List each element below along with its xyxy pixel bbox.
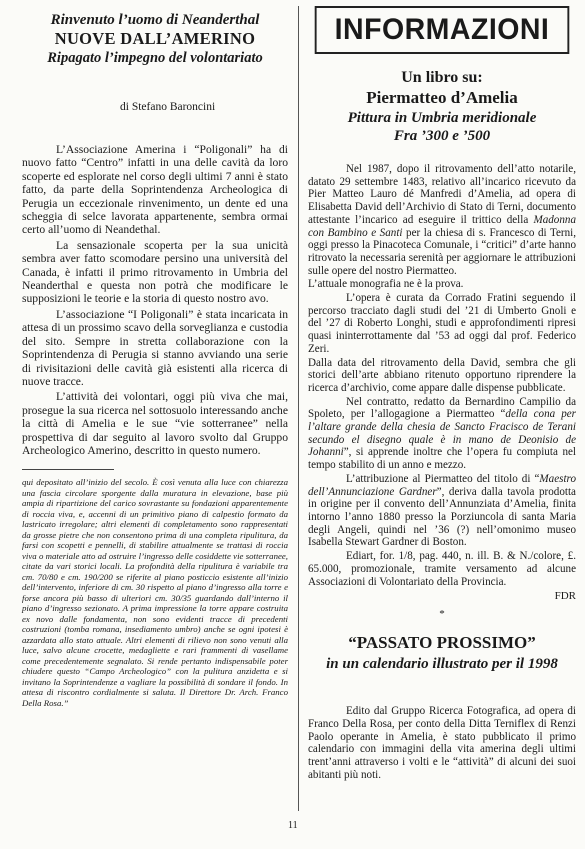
paragraph: La sensazionale scoperta per la sua unicità sembra aver fatto scomodare persino una università del Canada, è infatti il primo ritrovamento in Umbria del Neanderthal e questa non potrà che modificare le supposizioni le teorie e la storia di questo nostro avo. <box>22 238 288 306</box>
paragraph: L’attività dei volontari, oggi più viva che mai, prosegue la sua ricerca nel sottosuolo interessando anche la città di Amelia e le sue “vie sotterranee” nella prospettiva di dar seguito al lavoro svolto dal Gruppo Archeologico Amerino, descritto in questo numero. <box>22 390 288 457</box>
paragraph: L’attuale monografia ne è la prova. <box>308 278 464 291</box>
column-divider <box>298 6 299 811</box>
text-run: ”, deriva dalla tavola prodotta in origine per il convento dell’Annunziata d’Amelia, finita intorno l’anno 1880 presso la Porziuncola di santa Maria degli Angeli, quindi nel ’36 (?) nell’omonimo museo Isabella Stewart Gardner di Boston. <box>308 485 576 549</box>
paragraph: L’associazione “I Poligonali” è stata incaricata in attesa di un prossimo scavo della sorveglianza e custodia del sito. Sempre in stretta collaborazione con la Soprintendenza di Perugia si stanno avviando una serie di rivisitazioni delle cavità già esistenti alla ricerca di nuove tracce. <box>22 307 288 388</box>
book-kicker: Un libro su: <box>401 69 483 86</box>
book-subtitle: Pittura in Umbria meridionale <box>347 110 537 126</box>
right-column <box>308 6 576 781</box>
footnote-text: qui depositato all’inizio del secolo. È così venuta alla luce con chiarezza una fascia circolare sporgente dalla muratura in elevazione, base più ampia di ripartizione del carico sovrastante su fondazioni apparentemente di roccia viva, e, accenni di un primitivo piano di calpestio formato da lastricato irregolare; altri elementi di completamento sono rappresentati da grosse pietre che non consentono prima di una completa ripulitura, da farsi con scopetti e pennelli, di stabilire attualmente se trattasi di roccia viva o materiale atto ad ostruire l’ingresso delle cosiddette vie sotterranee, citate da vari storici locali. La profondità della ripulitura è variabile tra cm. 70/80 e cm. 190/200 se riferite al piano posticcio esistente all’inizio dell’intervento, inferiore di cm. 30 rispetto al piano d’ingresso alla torre e forse ancora più basso di ulteriori cm. 30/35 guardando dall’interno il piano d’ingresso sezionato. A prima impressione la torre appare costruita ex novo dalle fondamenta, non sono evidenti tracce di precedenti costruzioni (tomba romana, insediamento umbro) anche se ogni ipotesi è azzardata allo stato attuale. Altri elementi di rilievo non sono venuti alla luce, salvo alcune crocette, medagliette e rari frammenti di vasellame come precedentemente segnalato. Si rende pertanto indispensabile poter chiudere questo “Campo Archeologico” con la pulitura anzidetta e si invitano la Soprintendenze a vagliare la possibilità di sondare il fondo. In attesa di riscontro cordialmente si saluta. Il Direttore Dr. Arch. Franco Della Rosa.” <box>22 477 288 708</box>
book-title: Piermatteo d’Amelia <box>366 88 518 107</box>
text-run: Nel 1987, dopo il ritrovamento dell’atto notarile, datato 29 settembre 1483, relativo all’incarico ricevuto da Pier Matteo Lauro dé Manfredi d’Amelia, ad opera di Elisabetta David dell’Archivio di Stato di Terni, documento attestante l’incarico ad eseguire il trittico della <box>308 163 576 226</box>
text-run: Nel contratto, redatto da Bernardino Campilio da Spoleto, per l’allogagione a Piermatteo “ <box>308 395 576 421</box>
paragraph: L’Associazione Amerina i “Poligonali” ha di nuovo fatto “Centro” infatti in una delle cavità da loro scoperte ed esplorate nel corso degli ultimi 7 anni è stato fatto, da parte della Soprintendenza Archeologica di Perugia un eccezionale rinvenimento, un dente ed una scheggia di selce lavorata appartenente, sembra ormai certo all’uomo di Neandethal. <box>22 143 288 237</box>
page-number: 11 <box>288 820 298 831</box>
text-run: L’attribuzione al Piermatteo del titolo di “ <box>346 472 540 485</box>
book-period: Fra ’300 e ’500 <box>393 128 491 144</box>
section-separator: * <box>439 608 445 621</box>
section-banner: INFORMAZIONI <box>315 6 570 54</box>
article-kicker: Rinvenuto l’uomo di Neanderthal <box>50 12 260 28</box>
article-title: NUOVE DALL’AMERINO <box>54 29 256 48</box>
artist-title: Maestro dell’Annunciazione Gardner <box>308 472 576 498</box>
left-column <box>22 12 288 708</box>
paragraph: L’opera è curata da Corrado Fratini seguendo il percorso tracciato dagli studi del ’21 di Umberto Gnoli e del ’27 di Roberto Longhi, studi e approfondimenti ripresi quasi ininterrottamente dal ’53 ad oggi dal prof. Federico Zeri. <box>308 292 576 355</box>
author-signature: FDR <box>554 590 576 603</box>
text-run: per la chiesa di s. Francesco di Terni, oggi presso la Pinacoteca Comunale, i “critici” d’arte hanno ritrovato la necessaria serenità per aggiornare le attribuzioni sulle opere del nostro Piermatteo. <box>308 226 577 277</box>
quoted-contract: della cona per l’altare grande della chesia de Sancto Fracisco de Terani secundo el disegno quale è in mano de Deonisio de Johanni <box>308 408 576 459</box>
article-body <box>22 143 288 457</box>
calendar-title: “PASSATO PROSSIMO” <box>348 633 536 653</box>
article-subtitle: Ripagato l’impegno del volontariato <box>47 50 263 66</box>
paragraph <box>308 396 576 472</box>
article-byline: di Stefano Baroncini <box>120 101 216 113</box>
paragraph <box>308 473 576 549</box>
text-run: ”, si apprende inoltre che l’opera fu compiuta nel tempo stabilito di un anno e mezzo. <box>308 446 576 472</box>
paragraph: Edito dal Gruppo Ricerca Fotografica, ad opera di Franco Della Rosa, per conto della Ditta Terniflex di Renzi Paolo operante in Amelia, è stato pubblicato il primo calendario con immagini della vita amerina degli ultimi trent’anni attraverso i volti e le “attività” di alcuni dei suoi abitanti più noti. <box>308 705 576 781</box>
artwork-title: Madonna con Bambino e Santi <box>308 213 576 239</box>
calendar-body <box>308 705 576 781</box>
paragraph <box>308 163 576 277</box>
book-review-body <box>308 163 576 588</box>
calendar-subtitle: in un calendario illustrato per il 1998 <box>326 656 558 673</box>
paragraph: Dalla data del ritrovamento della David, sembra che gli storici dell’arte abbiano ritenuto opportuno riprendere la ricerca d’archivio, come appare dalle dispense pubblicate. <box>308 356 576 394</box>
footnote-rule <box>22 469 114 470</box>
paragraph: Ediart, for. 1/8, pag. 440, n. ill. B. & N./colore, £. 65.000, promozionale, tramite versamento ad alcune Associazioni di Volontariato della Provincia. <box>308 550 576 588</box>
